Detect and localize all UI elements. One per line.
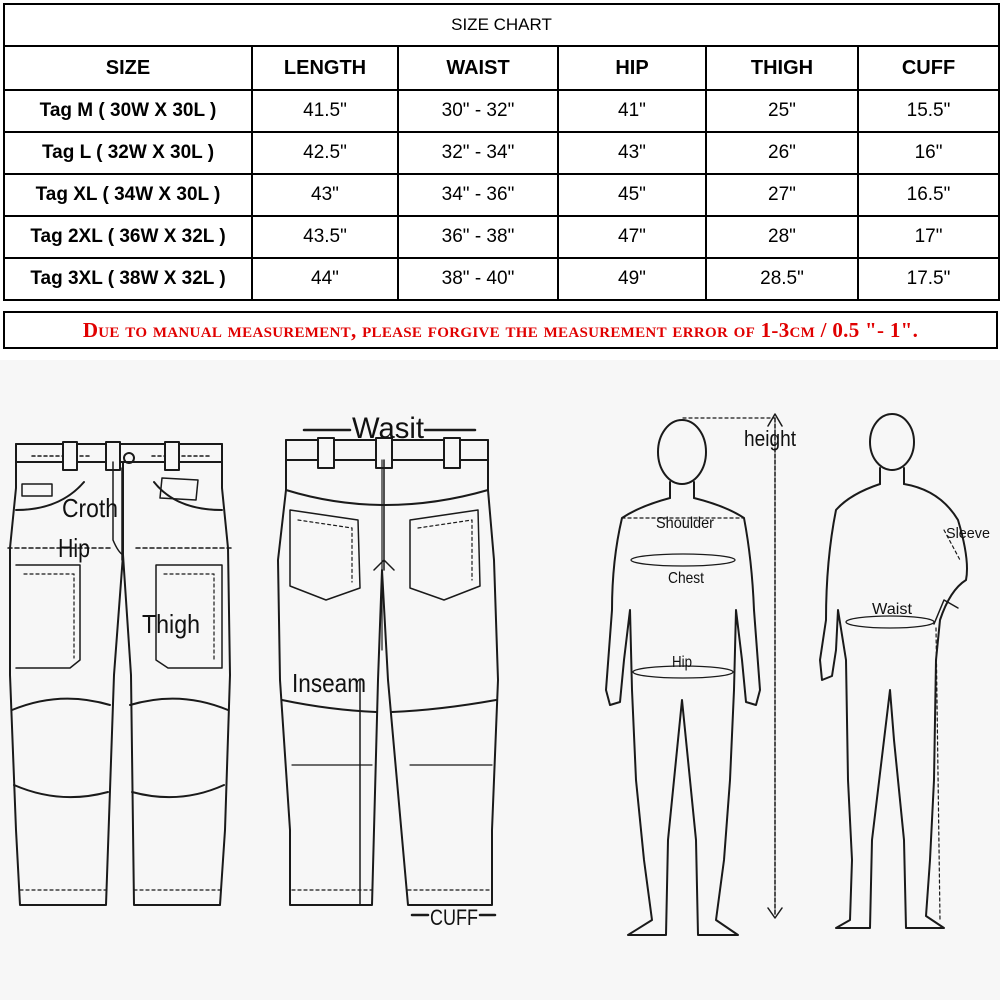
table-header-row [4,46,999,90]
table-title: SIZE CHART [4,4,999,46]
waist-cell: 30" - 32" [398,90,558,132]
cuff-cell: 16" [858,132,999,174]
hip-cell: 43" [558,132,706,174]
waist-cell: 32" - 34" [398,132,558,174]
thigh-cell: 28" [706,216,858,258]
hip-cell: 45" [558,174,706,216]
thigh-label: Thigh [142,609,200,639]
table-row [4,174,999,216]
back-body-drawing [820,414,967,928]
size-chart-section [0,0,1000,350]
waist-cell: 36" - 38" [398,216,558,258]
measurement-error-notice: Due to manual measurement, please forgive the measurement error of 1-3cm / 0.5 "- 1". [3,311,998,349]
waist-cell: 34" - 36" [398,174,558,216]
column-header-hip: HIP [558,46,706,90]
size-chart-table [3,3,1000,301]
croth-label: Croth [62,493,118,523]
shoulder-label: Shoulder [656,515,715,532]
size-cell: Tag M ( 30W X 30L ) [4,90,252,132]
cuff-cell: 15.5" [858,90,999,132]
size-cell: Tag XL ( 34W X 30L ) [4,174,252,216]
length-cell: 44" [252,258,398,300]
body-hip-label: Hip [672,654,693,671]
inseam-label: Inseam [292,668,366,698]
chest-label: Chest [668,570,705,587]
column-header-cuff: CUFF [858,46,999,90]
column-header-thigh: THIGH [706,46,858,90]
length-cell: 41.5" [252,90,398,132]
thigh-cell: 26" [706,132,858,174]
table-row [4,216,999,258]
sleeve-label: Sleeve [946,525,990,542]
thigh-cell: 28.5" [706,258,858,300]
measurement-diagram [0,360,1000,1000]
table-title-row [4,4,999,46]
cuff-cell: 16.5" [858,174,999,216]
height-label: height [744,426,796,451]
cuff-label: CUFF [430,905,478,930]
waist-label: Waist [872,601,913,618]
hip-cell: 41" [558,90,706,132]
hip-label: Hip [58,533,90,563]
size-cell: Tag 3XL ( 38W X 32L ) [4,258,252,300]
hip-cell: 47" [558,216,706,258]
column-header-length: LENGTH [252,46,398,90]
front-body-drawing [606,414,782,935]
cuff-cell: 17.5" [858,258,999,300]
length-cell: 43" [252,174,398,216]
cuff-cell: 17" [858,216,999,258]
waist-cell: 38" - 40" [398,258,558,300]
thigh-cell: 25" [706,90,858,132]
wasit-label: Wasit [352,412,425,445]
measurement-illustration [0,360,1000,1000]
size-cell: Tag 2XL ( 36W X 32L ) [4,216,252,258]
table-row [4,90,999,132]
size-cell: Tag L ( 32W X 30L ) [4,132,252,174]
hip-cell: 49" [558,258,706,300]
table-row [4,258,999,300]
column-header-waist: WAIST [398,46,558,90]
table-row [4,132,999,174]
column-header-size: SIZE [4,46,252,90]
length-cell: 43.5" [252,216,398,258]
thigh-cell: 27" [706,174,858,216]
length-cell: 42.5" [252,132,398,174]
front-pants-drawing [8,442,232,905]
